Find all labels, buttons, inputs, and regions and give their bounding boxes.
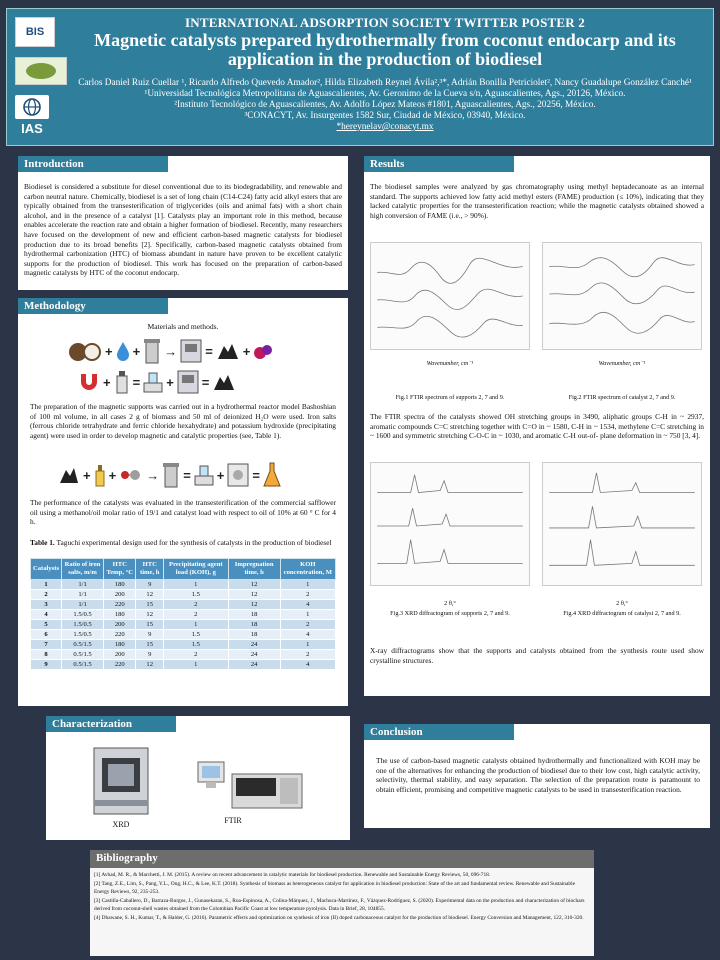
table-cell: 0.5/1.5 [62,650,104,660]
table-cell: 15 [136,600,164,610]
characterization-heading: Characterization [46,716,176,734]
table-cell: 1 [280,610,335,620]
magnetic-catalyst-icon [212,373,236,391]
table-header-cell: HTC time, h [136,559,164,580]
equals-icon: = [201,374,210,390]
table-cell: 1.5/0.5 [62,610,104,620]
plus-icon: + [105,343,113,359]
introduction-text: Biodiesel is considered a substitute for diesel conventional due to its biodegradability, and renewable and carbon neutral nature. Chemically, biodiesel is a set of long chain (C14-C24) fatty acid alkyl esters that are typically obtained from the transesterification of triglycerides (oils and animal fats) with a short chain alcohol, and in the presence of a catalyst [1]. Catalysts play an important role in this method, because enables accelerate the reaction rate and obtain a higher formation of biodiesel. Recently, many researchers have focused on the development of new and efficient carbon-based magnetic catalysts for biodiesel production due to its broad benefits [2]. Specifically, carbon-based magnetic catalysts obtained from hydrothermal carbonization (HTC) of biomass abundant in nature have proven to be excellent catalytic supports for the production of biodiesel. This work has focused on the preparation of carbon-based magnetic catalysts by HTC of the coconut endocarp. [24,182,342,278]
table-header-cell: Precipitating agent load (KOH), g [164,559,229,580]
coconut-icon [68,340,102,362]
oil-bottle-icon [94,463,106,487]
bibliography-heading: Bibliography [90,850,594,868]
fig4-xrd-catalysts-plot [542,462,702,586]
equals-icon: = [183,467,191,483]
fig4-caption: Fig.4 XRD diffractogram of catalyst 2, 7 and 9. [563,610,681,617]
table-cell: 180 [104,580,136,590]
fig3-xlabel: 2 θ,° [444,600,456,607]
table-header-cell: Ratio of iron salts, m/m [62,559,104,580]
table-cell: 1/1 [62,580,104,590]
table-body [31,580,336,670]
table-cell: 9 [136,650,164,660]
xrd-instrument-icon [86,744,156,818]
table-cell: 2 [164,610,229,620]
reactor-icon [143,338,161,364]
table-row [31,580,336,590]
table-cell: 200 [104,590,136,600]
table-cell: 12 [136,660,164,670]
introduction-heading: Introduction [18,156,168,174]
authors: Carlos Daniel Ruiz Cuellar ¹, Ricardo Alfredo Quevedo Amador², Hilda Elizabeth Reynel Ávila²,³*, Adrián Bonilla Petriciolet², Nancy Guadalupe González Canché¹ [78,78,692,88]
table-cell: 1.5/0.5 [62,630,104,640]
table-cell: 12 [228,580,280,590]
conclusion-text: The use of carbon-based magnetic catalysts obtained hydrothermally and functionalized with KOH may be one of the alternatives for enhancing the production of biodiesel due to their low cost, high catalytic activity, selectivity, thermal stability, and easy separation. The selection of the preparation route is paramount to obtain efficient, promising and competitive magnetic catalysts to be used in transesterification reaction. [376,756,700,794]
water-drop-icon [116,341,130,361]
table-cell: 18 [228,630,280,640]
conference-name: INTERNATIONAL ADSORPTION SOCIETY TWITTER POSTER 2 [184,15,586,30]
table-cell: 1 [164,620,229,630]
koh-bottle-icon [114,370,130,394]
table-cell: 4 [31,610,62,620]
table-header-cell: Catalysts [31,559,62,580]
reactor-icon [162,462,180,488]
table-cell: 9 [31,660,62,670]
poster-header [6,8,714,146]
magnet-icon [78,372,100,392]
affiliation-2: ²Instituto Tecnológico de Aguascalientes, Av. Adolfo López Mateos #1801, Aguascalientes, Ags., 20256, México. [174,100,596,110]
table-cell: 15 [136,620,164,630]
stirrer-icon [194,464,214,486]
table-row [31,610,336,620]
fig1-caption: Fig.1 FTIR spectrum of supports 2, 7 and 9. [395,394,505,401]
taguchi-table [30,558,336,670]
table-row [31,590,336,600]
author-block [67,78,703,133]
logo-column [15,17,67,136]
table-cell: 180 [104,640,136,650]
table-header-cell: KOH concentration, M [280,559,335,580]
table-cell: 18 [228,610,280,620]
conclusion-panel [364,724,710,828]
taguchi-table-wrap [30,558,336,670]
table-cell: 3 [31,600,62,610]
scheme-row-2 [78,370,236,394]
methanol-icon [119,466,143,484]
characterization-panel [46,716,350,840]
results-paragraph-2: The FTIR spectra of the catalysts showed OH stretching groups in 3490, aliphatic groups C-H in ~ 2937, aromatic compounds C=C stretching together with C=O in ~ 1580, C-H in ~ 1534, methylene C=C stretching in ~ 1600 and symmetric stretching C-O-C in ~ 1030, and aromatic C-H out-of- plane deformation in ~ 750 [3, 4]. [370,412,704,441]
fig4-xlabel: 2 θ,° [616,600,628,607]
table-cell: 2 [280,620,335,630]
table-cell: 8 [31,650,62,660]
table-cell: 220 [104,660,136,670]
contact-email[interactable]: *hereynelav@conacyt.mx [336,122,434,132]
bis-logo-text: BIS [25,26,45,38]
table-cell: 24 [228,650,280,660]
plus-icon: + [103,374,111,390]
table-cell: 9 [136,630,164,640]
fig2-ftir-catalysts-plot [542,242,702,350]
fig2-xlabel: Wavenumber, cm⁻¹ [598,360,646,367]
table-row [31,630,336,640]
methodology-paragraph-2: The performance of the catalysts was evaluated in the transesterification of the commercial safflower oil using a methanol/oil molar ratio of 19/1 and catalyst load with respect to oil of 10% at 60 ° C for 4 h. [30,498,336,527]
bibliography-panel [90,850,594,956]
table-row [31,640,336,650]
table-cell: 24 [228,660,280,670]
ias-logo-text: IAS [21,121,43,136]
equals-icon: = [205,343,213,359]
table-cell: 2 [31,590,62,600]
methodology-panel [18,298,348,706]
table-cell: 0.5/1.5 [62,660,104,670]
table-cell: 220 [104,600,136,610]
table-cell: 200 [104,650,136,660]
fig3-xrd-supports-plot [370,462,530,586]
results-panel [364,156,710,696]
table-cell: 4 [280,630,335,640]
methodology-paragraph-1: The preparation of the magnetic supports was carried out in a hydrothermal reactor model Bashoshian of 100 ml volume, in all cases 2 g of biomass and 50 ml of deionized H₂O were used. Iron salts (ferrous chloride tetrahydrate and ferric chloride hexahydrate) and potassium hydroxide (precipitating agent) were used in order to develop magnetic and catalytic properties (see, Table 1). [30,402,336,440]
reference-2: [2] Tang, Z.E., Lim, S., Pang, Y.L., Ong, H.C., & Lee, K.T. (2018). Synthesis of biomass as heterogeneous catalyst for application in biodiesel production: State of the art and fundamental review. Renewable and Sustainable Energy Reviews, 92, 235-253. [94,881,575,895]
table-row [31,600,336,610]
equals-icon: = [252,467,260,483]
fig1-ftir-supports-plot [370,242,530,350]
table-cell: 18 [228,620,280,630]
table-cell: 1.5/0.5 [62,620,104,630]
table-cell: 2 [280,590,335,600]
introduction-panel [18,156,348,290]
centrifuge-icon [227,463,249,487]
table-cell: 7 [31,640,62,650]
table-cell: 1.5 [164,640,229,650]
oven-icon [180,339,202,363]
ftir-instrument-icon [196,754,306,818]
ftir-label: FTIR [224,816,242,825]
scheme-row-1 [68,338,273,364]
stirrer-icon [143,371,163,393]
scheme-row-3 [58,462,281,488]
results-heading: Results [364,156,514,174]
scheme-title: Materials and methods. [147,322,219,331]
table-cell: 2 [280,650,335,660]
table-cell: 1.5 [164,590,229,600]
table-header-row [31,559,336,580]
table-header-cell: Impregnation time, h [228,559,280,580]
table-cell: 2 [164,650,229,660]
table-cell: 1/1 [62,590,104,600]
table-cell: 6 [31,630,62,640]
biochar-icon [216,342,240,360]
results-paragraph-1: The biodiesel samples were analyzed by gas chromatography using methyl heptadecanoate as an internal standard. The supports achieved low fatty acid methyl esters (FAME) production (≤ 10%), indicating that they lacked catalytic properties for the transesterification reaction; while the magnetic catalysts obtained showed a high conversion of FAME (i.e., > 90%). [370,182,704,220]
conclusion-heading: Conclusion [364,724,514,742]
table-cell: 180 [104,610,136,620]
affiliation-1: ¹Universidad Tecnológica Metropolitana de Aguascalientes, Av. Geronimo de la Cueva s/n, Aguascalientes, Ags., 20126, México. [144,89,626,99]
table-cell: 1 [31,580,62,590]
bis-logo [15,17,55,47]
results-paragraph-3: X-ray diffractograms show that the supports and catalysts obtained from the synthesis route used show crystalline structures. [370,646,704,665]
plus-icon: + [132,343,141,359]
table-cell: 200 [104,620,136,630]
table-cell: 2 [164,600,229,610]
equals-icon: = [132,374,141,390]
iron-salts-icon [253,341,273,361]
arrow-icon: → [164,343,178,359]
table-cell: 5 [31,620,62,630]
reference-3: [3] Castilla-Caballero, D., Barraza-Burgos, J., Gunasekaran, S., Roa-Espinosa, A., Colina-Márquez, J., Machuca-Martínez, F., Vázquez-Rodríguez, S. (2020). Experimental data on the production and characterization of biochars derived from coconut-shell wastes obtained from the Colombian Pacific Coast at low temperature pyrolysis. Data in Brief, 28, 104855. [94,898,585,912]
plus-icon: + [108,467,117,483]
table-header-cell: HTC Temp, °C [104,559,136,580]
plus-icon: + [83,467,91,483]
table-caption-label: Table 1. [30,538,55,547]
arrow-icon: → [146,467,160,483]
uta-logo [15,57,67,85]
reference-1: [1] Avhad, M. R., & Marchetti, J. M. (2015). A review on recent advancement in catalytic materials for biodiesel production. Renewable and Sustainable Energy Reviews, 50, 696-718. [94,872,491,878]
poster-title: Magnetic catalysts prepared hydrothermally from coconut endocarp and its application in the production of biodiesel [94,30,676,69]
bibliography-list [94,872,590,922]
reference-4: [4] Dhawane, S. H., Kumar, T., & Halder, G. (2016). Parametric effects and optimization on synthesis of iron (II) doped carbonaceous catalyst for the production of biodiesel. Energy Conversion and Management, 122, 310-320. [94,915,584,922]
globe-icon [15,95,49,119]
fig2-caption: Fig.2 FTIR spectrum of catalyst 2, 7 and 9. [568,394,676,401]
table-cell: 4 [280,660,335,670]
table-cell: 0.5/1.5 [62,640,104,650]
table-cell: 12 [228,600,280,610]
affiliation-3: ³CONACYT, Av. Insurgentes 1582 Sur, Ciudad de México, 03940, México. [244,111,526,121]
table-caption [30,538,336,548]
catalyst-icon [58,466,80,484]
xrd-label: XRD [112,820,130,829]
table-cell: 1.5 [164,630,229,640]
table-cell: 9 [136,580,164,590]
table-caption-text: Taguchi experimental design used for the synthesis of catalysts in the production of biodiesel [54,538,332,547]
fig3-caption: Fig.3 XRD diffractogram of supports 2, 7 and 9. [390,610,510,617]
table-row [31,660,336,670]
table-cell: 24 [228,640,280,650]
biodiesel-flask-icon [263,462,281,488]
table-cell: 1 [164,660,229,670]
table-cell: 220 [104,630,136,640]
oven-icon [177,370,199,394]
table-cell: 1 [280,640,335,650]
plus-icon: + [216,467,225,483]
table-row [31,650,336,660]
ias-logo [15,95,49,136]
methodology-heading: Methodology [18,298,168,316]
table-cell: 12 [136,590,164,600]
plus-icon: + [166,374,174,390]
table-cell: 12 [136,610,164,620]
table-row [31,620,336,630]
table-cell: 12 [228,590,280,600]
table-cell: 15 [136,640,164,650]
fig1-xlabel: Wavenumber, cm⁻¹ [426,360,474,367]
table-cell: 1/1 [62,600,104,610]
table-cell: 1 [164,580,229,590]
table-cell: 4 [280,600,335,610]
plus-icon: + [242,343,251,359]
table-cell: 1 [280,580,335,590]
